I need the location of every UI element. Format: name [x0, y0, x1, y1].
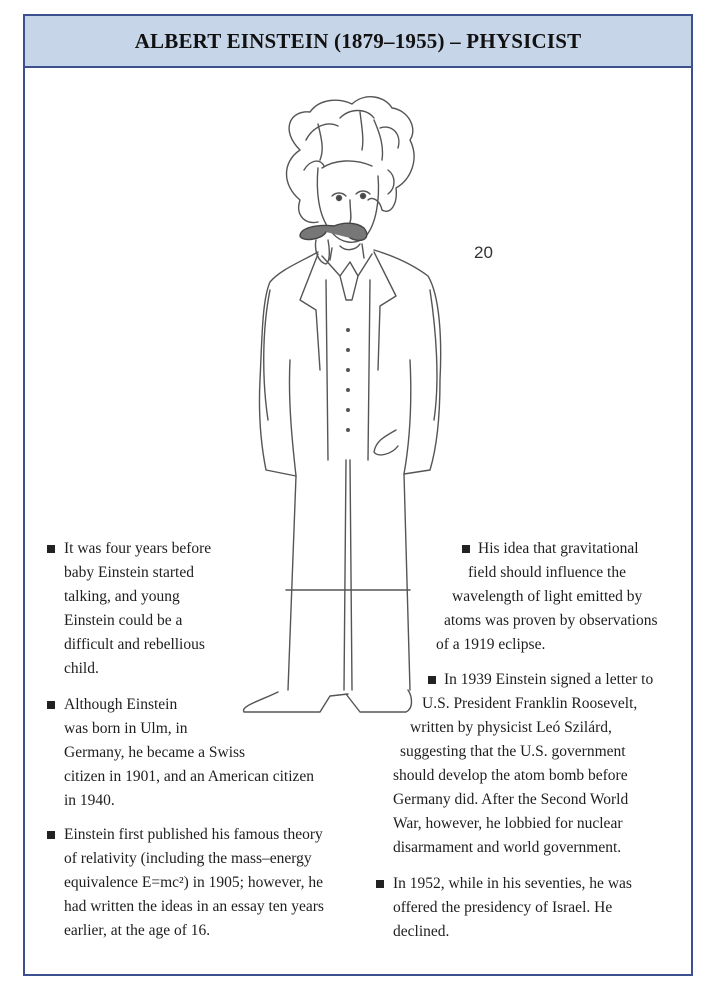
text-line: child. [64, 660, 99, 677]
text-line: of relativity (including the mass–energy [64, 850, 312, 867]
text-line: U.S. President Franklin Roosevelt, [422, 695, 638, 712]
text-line: suggesting that the U.S. government [400, 743, 626, 760]
text-line: In 1939 Einstein signed a letter to [444, 671, 654, 688]
text-line: equivalence E=mc²) in 1905; however, he [64, 874, 323, 891]
text-line: Germany did. After the Second World [393, 791, 629, 808]
bullet-icon [47, 701, 55, 709]
text-line: Einstein could be a [64, 612, 183, 629]
text-line: Although Einstein [64, 696, 178, 713]
bullet-icon [376, 880, 384, 888]
text-line: declined. [393, 923, 450, 940]
bullet-icon [47, 831, 55, 839]
text-line: baby Einstein started [64, 564, 194, 581]
text-line: His idea that gravitational [478, 540, 639, 557]
text-line: atoms was proven by observations [444, 612, 658, 629]
bullet-icon [462, 545, 470, 553]
text-line: difficult and rebellious [64, 636, 205, 653]
text-line: War, however, he lobbied for nuclear [393, 815, 623, 832]
text-line: written by physicist Leó Szilárd, [410, 719, 612, 736]
text-line: field should influence the [468, 564, 626, 581]
sketch-number: 20 [474, 243, 493, 262]
text-line: disarmament and world government. [393, 839, 622, 856]
text-line: In 1952, while in his seventies, he was [393, 875, 632, 892]
text-line: Germany, he became a Swiss [64, 744, 246, 761]
bullet-icon [47, 545, 55, 553]
text-line: was born in Ulm, in [64, 720, 188, 737]
text-line: citizen in 1901, and an American citizen [64, 768, 315, 785]
text-line: earlier, at the age of 16. [64, 922, 211, 939]
bullet-icon [428, 676, 436, 684]
text-line: should develop the atom bomb before [393, 767, 628, 784]
text-line: offered the presidency of Israel. He [393, 899, 613, 916]
text-line: in 1940. [64, 792, 115, 809]
text-line: of a 1919 eclipse. [436, 636, 546, 653]
text-line: It was four years before [64, 540, 212, 557]
text-line: had written the ideas in an essay ten years [64, 898, 324, 915]
text-line: wavelength of light emitted by [452, 588, 643, 605]
text-line: talking, and young [64, 588, 180, 605]
text-line: Einstein first published his famous theory [64, 826, 323, 843]
page-title: ALBERT EINSTEIN (1879–1955) – PHYSICIST [134, 28, 582, 53]
